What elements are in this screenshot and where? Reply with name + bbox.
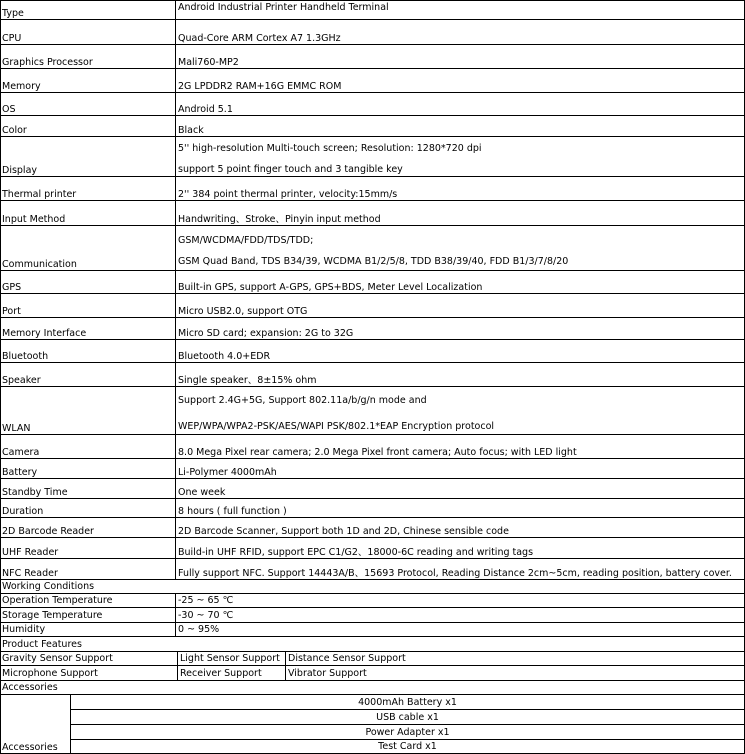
spec-label-type: Type <box>0 0 176 20</box>
spec-label-input: Input Method <box>0 201 176 226</box>
spec-value-display <box>176 137 745 177</box>
spec-label-battery: Battery <box>0 459 176 479</box>
accessory-item: Power Adapter x1 <box>71 725 745 740</box>
spec-label-memory-interface: Memory Interface <box>0 318 176 340</box>
spec-value-gpu: Mali760-MP2 <box>176 45 745 69</box>
spec-label-bluetooth: Bluetooth <box>0 340 176 363</box>
feature-receiver: Receiver Support <box>178 666 286 681</box>
feature-vibrator: Vibrator Support <box>286 666 745 681</box>
spec-value-standby: One week <box>176 479 745 499</box>
humidity-value: 0 ~ 95% <box>176 623 745 637</box>
spec-value-gps: Built-in GPS, support A-GPS, GPS+BDS, Meter Level Localization <box>176 271 745 294</box>
feature-light-sensor: Light Sensor Support <box>178 652 286 666</box>
spec-label-wlan: WLAN <box>0 387 176 435</box>
working-conditions-heading: Working Conditions <box>0 580 745 594</box>
spec-label-barcode: 2D Barcode Reader <box>0 518 176 538</box>
communication-line-2: GSM Quad Band, TDS B34/39, WCDMA B1/2/5/8, TDD B38/39/40, FDD B1/3/7/8/20 <box>178 256 569 267</box>
operation-temp-value: -25 ~ 65 ℃ <box>176 594 745 608</box>
spec-value-cpu: Quad-Core ARM Cortex A7 1.3GHz <box>176 20 745 45</box>
humidity-label: Humidity <box>0 623 176 637</box>
spec-value-communication <box>176 226 745 271</box>
spec-value-wlan <box>176 387 745 435</box>
operation-temp-label: Operation Temperature <box>0 594 176 608</box>
feature-distance-sensor: Distance Sensor Support <box>286 652 745 666</box>
spec-label-cpu: CPU <box>0 20 176 45</box>
spec-value-port: Micro USB2.0, support OTG <box>176 294 745 318</box>
spec-label-color: Color <box>0 116 176 137</box>
spec-value-camera: 8.0 Mega Pixel rear camera; 2.0 Mega Pixel front camera; Auto focus; with LED light <box>176 435 745 459</box>
accessories-label: Accessories <box>0 695 71 754</box>
feature-microphone: Microphone Support <box>0 666 178 681</box>
spec-value-speaker: Single speaker、8±15% ohm <box>176 363 745 387</box>
spec-value-printer: 2'' 384 point thermal printer, velocity:15mm/s <box>176 177 745 201</box>
accessory-item: Test Card x1 <box>71 740 745 754</box>
spec-label-communication: Communication <box>0 226 176 271</box>
storage-temp-label: Storage Temperature <box>0 608 176 623</box>
storage-temp-value: -30 ~ 70 ℃ <box>176 608 745 623</box>
spec-value-memory-interface: Micro SD card; expansion: 2G to 32G <box>176 318 745 340</box>
spec-value-nfc: Fully support NFC. Support 14443A/B、15693 Protocol, Reading Distance 2cm~5cm, reading position, battery cover. <box>176 559 745 580</box>
display-line-2: support 5 point finger touch and 3 tangible key <box>178 164 403 175</box>
spec-value-color: Black <box>176 116 745 137</box>
spec-label-printer: Thermal printer <box>0 177 176 201</box>
spec-label-speaker: Speaker <box>0 363 176 387</box>
spec-label-uhf: UHF Reader <box>0 538 176 559</box>
spec-label-port: Port <box>0 294 176 318</box>
spec-label-os: OS <box>0 93 176 116</box>
accessories-heading: Accessories <box>0 681 745 695</box>
product-features-heading: Product Features <box>0 637 745 652</box>
spec-value-memory: 2G LPDDR2 RAM+16G EMMC ROM <box>176 69 745 93</box>
spec-label-gps: GPS <box>0 271 176 294</box>
wlan-line-1: Support 2.4G+5G, Support 802.11a/b/g/n mode and <box>178 395 427 406</box>
spec-value-os: Android 5.1 <box>176 93 745 116</box>
spec-value-bluetooth: Bluetooth 4.0+EDR <box>176 340 745 363</box>
spec-label-camera: Camera <box>0 435 176 459</box>
spec-label-standby: Standby Time <box>0 479 176 499</box>
spec-label-display: Display <box>0 137 176 177</box>
spec-value-input: Handwriting、Stroke、Pinyin input method <box>176 201 745 226</box>
spec-label-gpu: Graphics Processor <box>0 45 176 69</box>
wlan-line-2: WEP/WPA/WPA2-PSK/AES/WAPI PSK/802.1*EAP Encryption protocol <box>178 421 495 432</box>
spec-value-duration: 8 hours ( full function ) <box>176 499 745 518</box>
spec-value-uhf: Build-in UHF RFID, support EPC C1/G2、18000-6C reading and writing tags <box>176 538 745 559</box>
feature-gravity-sensor: Gravity Sensor Support <box>0 652 178 666</box>
spec-label-duration: Duration <box>0 499 176 518</box>
spec-value-type: Android Industrial Printer Handheld Terminal <box>176 0 745 20</box>
accessory-item: 4000mAh Battery x1 <box>71 695 745 710</box>
spec-label-nfc: NFC Reader <box>0 559 176 580</box>
communication-line-1: GSM/WCDMA/FDD/TDS/TDD; <box>178 235 314 246</box>
spec-value-battery: Li-Polymer 4000mAh <box>176 459 745 479</box>
accessory-item: USB cable x1 <box>71 710 745 725</box>
spec-value-barcode: 2D Barcode Scanner, Support both 1D and 2D, Chinese sensible code <box>176 518 745 538</box>
spec-label-memory: Memory <box>0 69 176 93</box>
display-line-1: 5'' high-resolution Multi-touch screen; Resolution: 1280*720 dpi <box>178 143 482 154</box>
